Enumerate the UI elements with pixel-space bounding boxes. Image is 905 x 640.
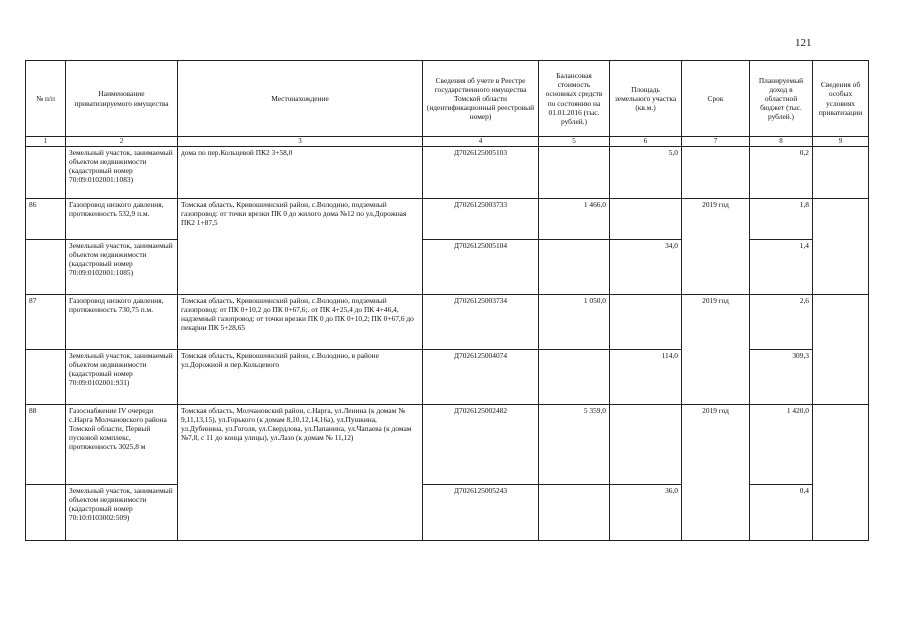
column-number-row [26, 137, 869, 147]
balance-value: 1 466,0 [539, 199, 610, 240]
column-number: 9 [813, 137, 869, 147]
header-term: Срок [682, 61, 750, 137]
land-area [610, 199, 682, 240]
item-location: Томская область, Кривошеинский район, с.Володино, подземный газопровод: от точки врезки ПК 0 до жилого дома №12 по ул.Дорожная ПК2 1+87,5 [178, 199, 423, 295]
registry-number: Д7026125002482 [423, 405, 539, 485]
planned-income: 1 420,0 [750, 405, 813, 485]
row-number: 87 [26, 295, 66, 350]
land-area [610, 295, 682, 350]
row-number [26, 240, 66, 295]
special-conditions [813, 295, 869, 405]
header-name: Наименование приватизируемого имущества [66, 61, 178, 137]
planned-income: 1,4 [750, 240, 813, 295]
item-name: Земельный участок, занимаемый объектом недвижимости (кадастровый номер 70:09:0102001:931) [66, 350, 178, 405]
row-number: 88 [26, 405, 66, 485]
header-area: Площадь земельного участка (кв.м.) [610, 61, 682, 137]
table-row [26, 199, 869, 240]
term: 2019 год [682, 295, 750, 405]
registry-number: Д7026125004074 [423, 350, 539, 405]
special-conditions [813, 405, 869, 541]
registry-number: Д7026125003733 [423, 199, 539, 240]
row-number [26, 147, 66, 199]
column-number: 2 [66, 137, 178, 147]
registry-number: Д7026125003734 [423, 295, 539, 350]
planned-income: 2,6 [750, 295, 813, 350]
column-number: 3 [178, 137, 423, 147]
registry-number: Д7026125005243 [423, 485, 539, 541]
balance-value [539, 147, 610, 199]
land-area [610, 405, 682, 485]
item-name: Земельный участок, занимаемый объектом недвижимости (кадастровый номер 70:10:0103002:509) [66, 485, 178, 541]
row-number [26, 350, 66, 405]
column-number: 4 [423, 137, 539, 147]
column-number: 1 [26, 137, 66, 147]
header-location: Местонахождение [178, 61, 423, 137]
item-location: Томская область, Кривошеинский район, с.Володино, в районе ул.Дорожной и пер.Кольцевого [178, 350, 423, 405]
planned-income: 0,2 [750, 147, 813, 199]
land-area: 36,0 [610, 485, 682, 541]
header-balance: Балансовая стоимость основных средств по состоянию на 01.01.2016 (тыс. рублей.) [539, 61, 610, 137]
table-row [26, 147, 869, 199]
row-number: 86 [26, 199, 66, 240]
land-area: 114,0 [610, 350, 682, 405]
item-location: Томская область, Кривошеинский район, с.Володино, подземный газопровод: от ПК 0+10,2 до ПК 0+67,6;. от ПК 4+25,4 до ПК 4+46,4, надземный газопровод: от точки врезки ПК 0 до ПК 0+10,2; ПК 0+67,6 до пекарни ПК 5+28,65 [178, 295, 423, 350]
term: 2019 год [682, 199, 750, 295]
item-name: Земельный участок, занимаемый объектом недвижимости (кадастровый номер 70:09:0102001:1083) [66, 147, 178, 199]
header-registry: Сведения об учете в Реестре государственного имущества Томской области (идентификационный реестровый номер) [423, 61, 539, 137]
column-number: 8 [750, 137, 813, 147]
item-name: Земельный участок, занимаемый объектом недвижимости (кадастровый номер 70:09:0102001:1085) [66, 240, 178, 295]
header-income: Планируемый доход в областной бюджет (тыс. рублей.) [750, 61, 813, 137]
balance-value: 1 050,0 [539, 295, 610, 350]
table-row [26, 405, 869, 485]
special-conditions [813, 199, 869, 295]
header-conditions: Сведения об особых условиях приватизации [813, 61, 869, 137]
term [682, 147, 750, 199]
header-row [26, 61, 869, 137]
land-area: 34,0 [610, 240, 682, 295]
planned-income: 0,4 [750, 485, 813, 541]
planned-income: 1,8 [750, 199, 813, 240]
page-number: 121 [795, 37, 812, 49]
land-area: 5,0 [610, 147, 682, 199]
item-location: дома по пер.Кольцевой ПК2 3+58,0 [178, 147, 423, 199]
column-number: 5 [539, 137, 610, 147]
balance-value [539, 350, 610, 405]
row-number [26, 485, 66, 541]
registry-number: Д7026125005103 [423, 147, 539, 199]
planned-income: 309,3 [750, 350, 813, 405]
balance-value [539, 485, 610, 541]
privatization-table [25, 60, 869, 541]
term: 2019 год [682, 405, 750, 541]
special-conditions [813, 147, 869, 199]
registry-number: Д7026125005104 [423, 240, 539, 295]
item-name: Газоснабжение IV очереди с.Нарга Молчановского района Томской области, Первый пусковой комплекс, протяженность 3025,8 м [66, 405, 178, 485]
item-name: Газопровод низкого давления, протяженность 730,75 п.м. [66, 295, 178, 350]
header-number: № п/п [26, 61, 66, 137]
table-row [26, 295, 869, 350]
column-number: 7 [682, 137, 750, 147]
balance-value [539, 240, 610, 295]
item-location: Томская область, Молчановский район, с.Нарга, ул.Ленина (к домам № 9,11,13,15), ул.Горького (к домам 8,10,12,14,16а), ул.Пушкина, ул.Дубинина, ул.Гоголя, ул.Свердлова, ул.Папанина, ул.Чапаева (к домам №7,8, с 11 до конца улицы), ул.Лазо (к домам № 11,12) [178, 405, 423, 541]
item-name: Газопровод низкого давления, протяженность 532,9 п.м. [66, 199, 178, 240]
column-number: 6 [610, 137, 682, 147]
balance-value: 5 359,0 [539, 405, 610, 485]
